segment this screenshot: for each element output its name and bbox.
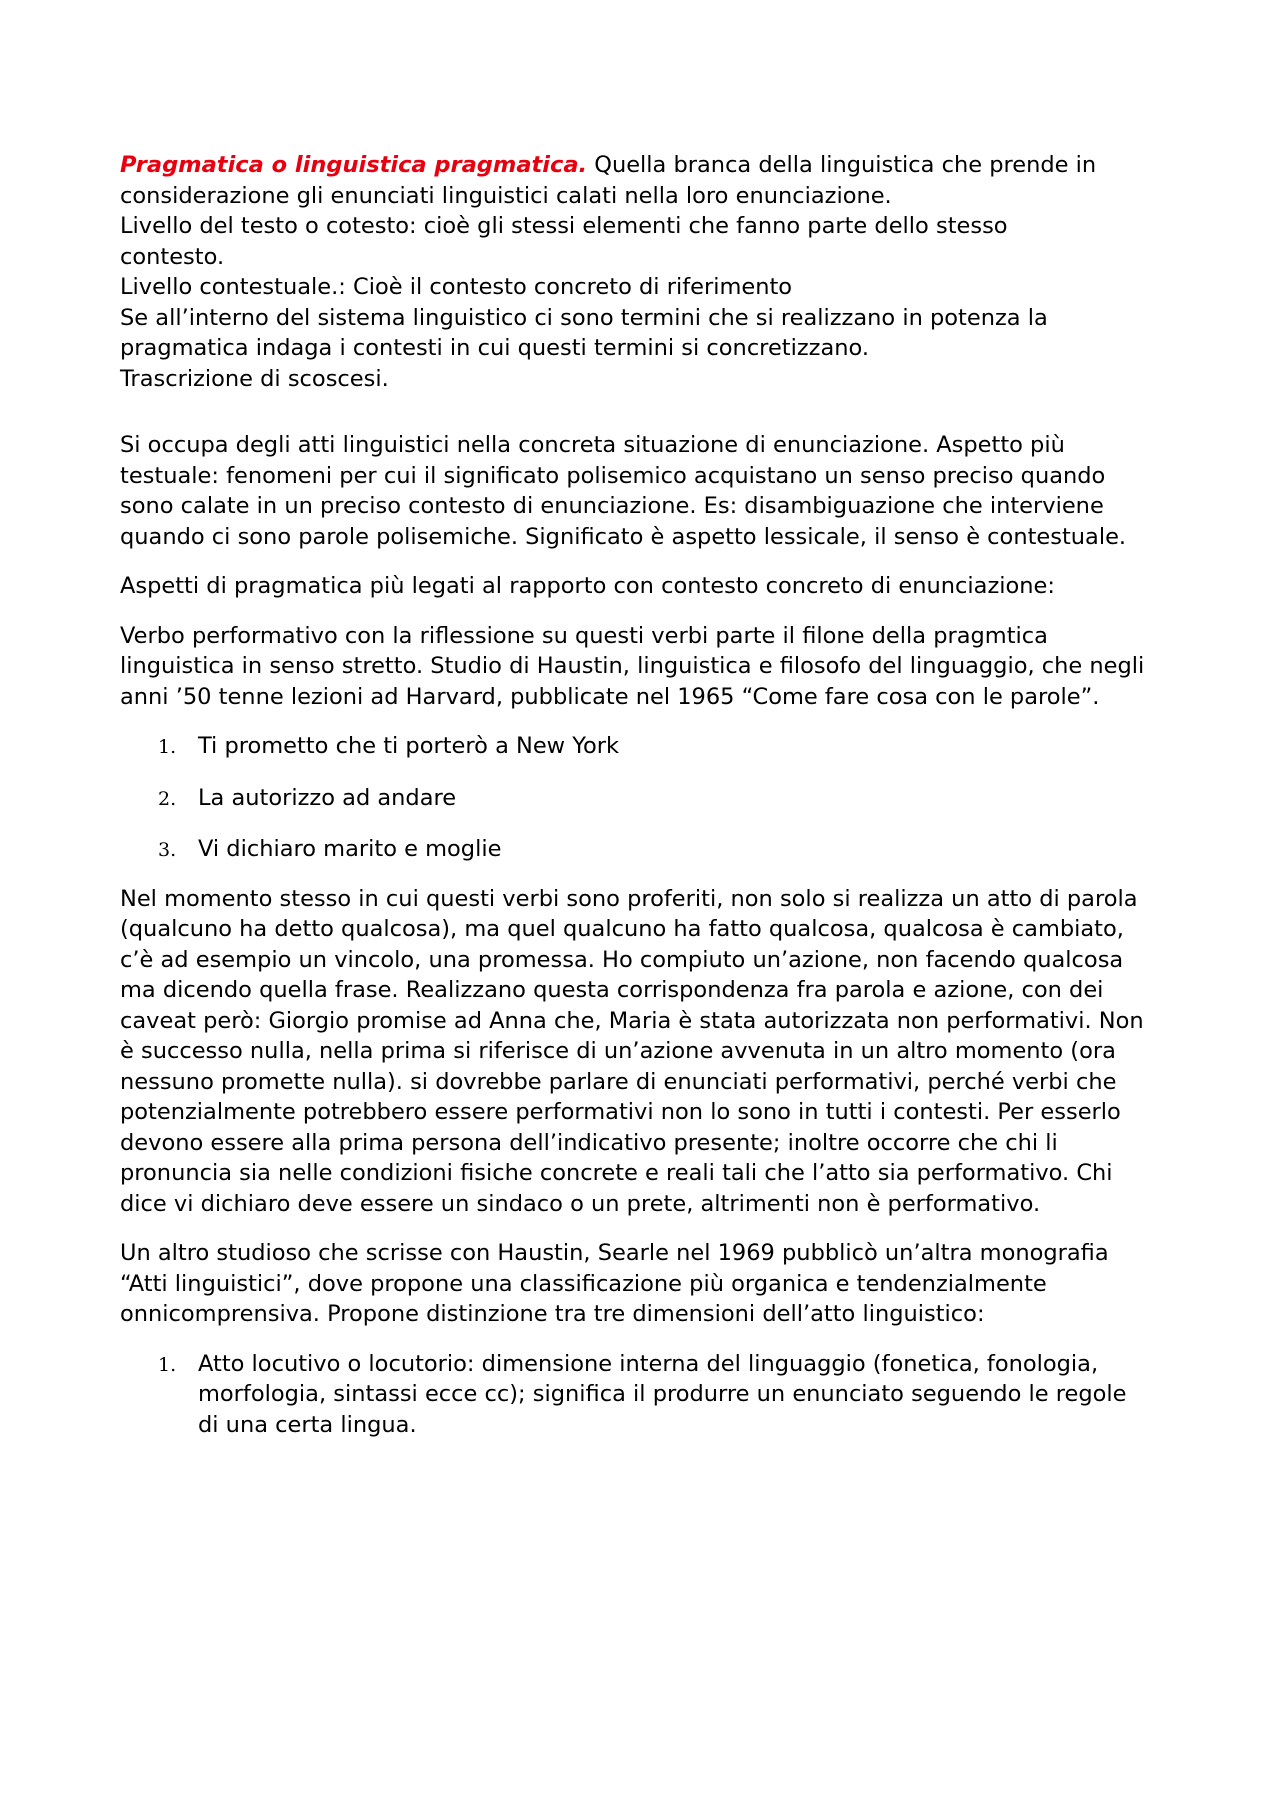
paragraph-aspetti-pragmatica: Aspetti di pragmatica più legati al rapporto con contesto concreto di enunciazione: bbox=[120, 573, 1055, 599]
section-heading: Pragmatica o linguistica pragmatica. bbox=[120, 152, 588, 178]
intro-first-line bbox=[120, 150, 1160, 181]
blank-line bbox=[120, 394, 1160, 430]
list-item-text: Atto locutivo o locutorio: dimensione interna del linguaggio (fonetica, fonologia, morfologia, sintassi ecce cc); significa il produrre un enunciato seguendo le regole di una certa lingua. bbox=[198, 1350, 1127, 1438]
list-number: 1. bbox=[158, 1353, 177, 1376]
intro-line: considerazione gli enunciati linguistici calati nella loro enunciazione. bbox=[120, 182, 892, 209]
list-number: 1. bbox=[158, 736, 177, 758]
list-item bbox=[120, 834, 1160, 865]
intro-line: Se all’interno del sistema linguistico ci sono termini che si realizzano in potenza la bbox=[120, 304, 1048, 331]
list-number: 2. bbox=[158, 787, 177, 810]
intro-line: pragmatica indaga i contesti in cui questi termini si concretizzano. bbox=[120, 335, 870, 361]
list-number: 3. bbox=[158, 839, 177, 861]
paragraph-momento-stesso: Nel momento stesso in cui questi verbi sono proferiti, non solo si realizza un atto di parola (qualcuno ha detto qualcosa), ma quel qualcuno ha fatto qualcosa, qualcosa è cambiato, c’è ad esempio un vincolo, una promessa. Ho compiuto un’azione, non facendo qualcosa ma dicendo quella frase. Realizzano questa corrispondenza fra parola e azione, con dei caveat però: Giorgio promise ad Anna che, Maria è stata autorizzata non performativi. Non è successo nulla, nella prima si riferisce di un’azione avvenuta in un altro momento (ora nessuno promette nulla). si dovrebbe parlare di enunciati performativi, perché verbi che potenzialmente potrebbero essere performativi non lo sono in tutti i contesti. Per esserlo devono essere alla prima persona dell’indicativo presente; inoltre occorre che chi li pronuncia sia nelle condizioni fisiche concrete e reali tali che l’atto sia performativo. Chi dice vi dichiaro deve essere un sindaco o un prete, altrimenti non è performativo. bbox=[120, 885, 1144, 1217]
list-item bbox=[120, 783, 1160, 814]
intro-line: Livello del testo o cotesto: cioè gli stessi elementi che fanno parte dello stesso bbox=[120, 213, 1008, 239]
dimensions-list bbox=[120, 1349, 1160, 1441]
list-item bbox=[120, 731, 1160, 762]
document-body bbox=[120, 150, 1160, 1459]
intro-first-line-rest: Quella branca della linguistica che prende in bbox=[587, 152, 1097, 178]
list-item-text: Ti prometto che ti porterò a New York bbox=[198, 733, 620, 759]
paragraph-searle: Un altro studioso che scrisse con Haustin, Searle nel 1969 pubblicò un’altra monografia “Atti linguistici”, dove propone una classificazione più organica e tendenzialmente onnicomprensiva. Propone distinzione tra tre dimensioni dell’atto linguistico: bbox=[120, 1240, 1109, 1327]
list-item-text: La autorizzo ad andare bbox=[198, 784, 457, 811]
paragraph-verbo-performativo: Verbo performativo con la riflessione su questi verbi parte il filone della pragmtica linguistica in senso stretto. Studio di Haustin, linguistica e filosofo del linguaggio, che negli anni ’50 tenne lezioni ad Harvard, pubblicate nel 1965 “Come fare cosa con le parole”. bbox=[120, 622, 1145, 710]
intro-line: Trascrizione di scoscesi. bbox=[120, 365, 389, 392]
list-item bbox=[120, 1349, 1160, 1441]
intro-line: contesto. bbox=[120, 243, 225, 270]
list-item-text: Vi dichiaro marito e moglie bbox=[198, 836, 502, 862]
paragraph-atti-linguistici: Si occupa degli atti linguistici nella concreta situazione di enunciazione. Aspetto più testuale: fenomeni per cui il significato polisemico acquistano un senso preciso quando sono calate in un preciso contesto di enunciazione. Es: disambiguazione che interviene quando ci sono parole polisemiche. Significato è aspetto lessicale, il senso è contestuale. bbox=[120, 432, 1127, 550]
example-list bbox=[120, 731, 1160, 865]
intro-line: Livello contestuale.: Cioè il contesto concreto di riferimento bbox=[120, 274, 793, 300]
intro-block bbox=[120, 150, 1160, 394]
